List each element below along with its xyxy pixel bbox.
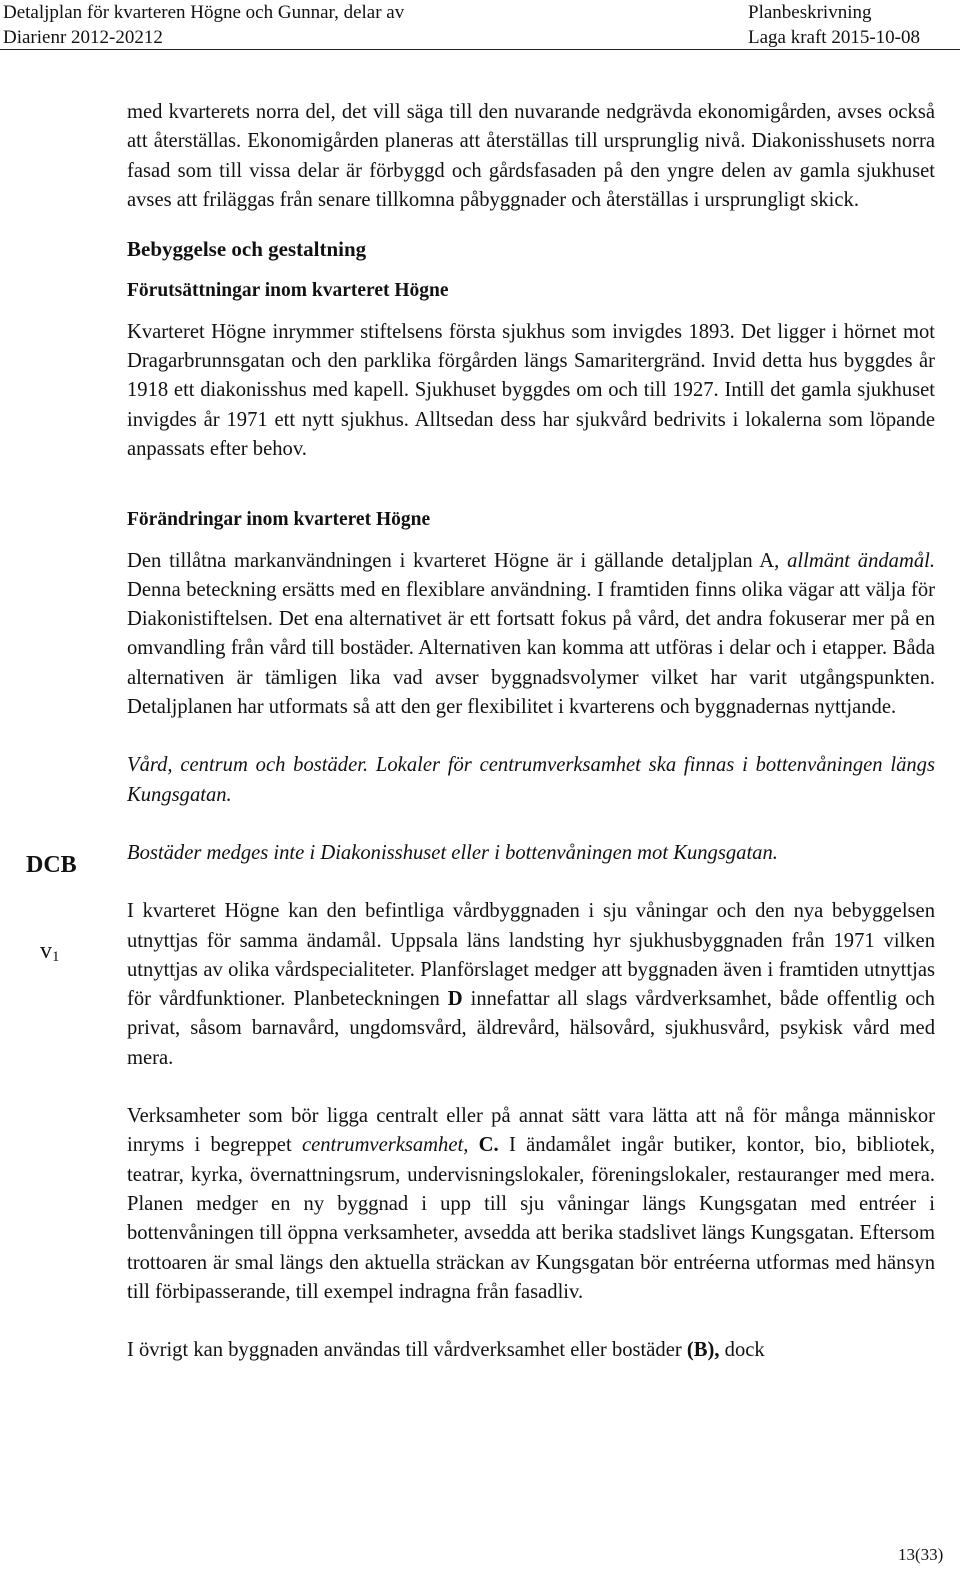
paragraph-forutsattningar: Kvarteret Högne inrymmer stiftelsens första sjukhus som invigdes 1893. Det ligger i hörnet mot Dragarbrunnsgatan och den parklika förgården längs Samaritergränd. Invid detta hus byggdes år 1918 ett diakonisshus med kapell. Sjukhuset byggdes om och till 1927. Intill det gamla sjukhuset invigdes år 1971 ett nytt sjukhus. Alltsedan dess har sjukvård bedrivits i lokalerna som löpande anpassats efter behov. — [127, 320, 935, 460]
page-content — [127, 98, 935, 1365]
term-centrumverksamhet: centrumverksamhet, — [301, 1134, 469, 1157]
code-c: C. — [478, 1134, 499, 1157]
header-left — [3, 0, 404, 50]
margin-code-v1: $v_1$ — [40, 938, 60, 965]
rule-v1: Bostäder medges inte i Diakonisshuset eller i bottenvåningen mot Kungsgatan. — [127, 841, 778, 864]
paragraph-intro: med kvarterets norra del, det vill säga till den nuvarande nedgrävda ekonomigården, avses också att återställas. Ekonomigården planeras att återställas till ursprunglig nivå. Diakonisshusets norra fasad som till vissa delar är förbyggd och gårdsfasaden på den yngre delen av gamla sjukhuset avses att friläggas från senare tillkomna påbyggnader och återställas i ursprungligt skick. — [127, 101, 935, 211]
page-header — [0, 0, 960, 50]
paragraph-forandringar: Den tillåtna markanvändningen i kvarteret Högne är i gällande detaljplan A, allmänt ändamål. Denna beteckning ersätts med en flexiblare användning. I framtiden finns olika vägar att välja för Diakonistiftelsen. Det ena alternativet är ett fortsatt fokus på vård, det andra fokuserar mer på en omvandling från vård till bostäder. Alternativen kan komma att utföras i delar och i etapper. Båda alternativen är tämligen lika vad avser byggnadsvolymer vilket har varit utgångspunkten. Detaljplanen har utformats så att den ger flexibilitet i kvarterens och byggnadernas nyttjande. — [127, 549, 935, 719]
code-b: (B), — [686, 1339, 720, 1362]
diary-number: Diarienr 2012-20212 — [3, 27, 163, 48]
document-type: Planbeskrivning — [748, 2, 872, 23]
page-number: 13(33) — [898, 1545, 944, 1564]
paragraph-centrum: Verksamheter som bör ligga centralt eller på annat sätt vara lätta att nå för många människor inryms i begreppet centrumverksamhet, C. I ändamålet ingår butiker, kontor, bio, bibliotek, teatrar, kyrka, övernattningsrum, undervisningslokaler, föreningslokaler, restauranger med mera. Planen medger en ny byggnad i upp till sju våningar längs Kungsgatan med entréer i bottenvåningen till öppna verksamheter, avsedda att berika stadslivet längs Kungsgatan. Eftersom trottoaren är smal längs den aktuella sträckan av Kungsgatan bör entréerna utformas med hänsyn till förbipasserande, till exempel indragna från fasadliv. — [127, 1105, 935, 1303]
heading-bebyggelse: Bebyggelse och gestaltning — [127, 237, 367, 262]
document-title: Detaljplan för kvarteren Högne och Gunnar, delar av — [3, 2, 405, 23]
paragraph-vard: I kvarteret Högne kan den befintliga vårdbyggnaden i sju våningar och den nya bebyggelsen utnyttjas för samma ändamål. Uppsala läns landsting hyr sjukhusbyggnaden från 1971 vilken utnyttjas av olika vårdspecialiteter. Planförslaget medger att byggnaden även i framtiden utnyttjas för vårdfunktioner. Planbeteckningen D innefattar all slags vårdverksamhet, både offentlig och privat, såsom barnavård, ungdomsvård, äldrevård, hälsovård, sjukhusvård, psykisk vård med mera. — [127, 900, 935, 1069]
paragraph-bostader: I övrigt kan byggnaden användas till vårdverksamhet eller bostäder (B), dock — [127, 1339, 765, 1362]
code-d: D — [447, 988, 463, 1011]
heading-forutsattningar: Förutsättningar inom kvarteret Högne — [127, 280, 449, 302]
heading-forandringar: Förändringar inom kvarteret Högne — [127, 509, 431, 531]
term-allmant-andamal: allmänt ändamål. — [787, 549, 935, 572]
margin-code-dcb: DCB — [26, 852, 77, 878]
legal-date: Laga kraft 2015-10-08 — [748, 27, 920, 48]
header-right — [748, 0, 920, 50]
rule-dcb: Vård, centrum och bostäder. Lokaler för centrumverksamhet ska finnas i bottenvåningen längs Kungsgatan. — [127, 754, 935, 806]
